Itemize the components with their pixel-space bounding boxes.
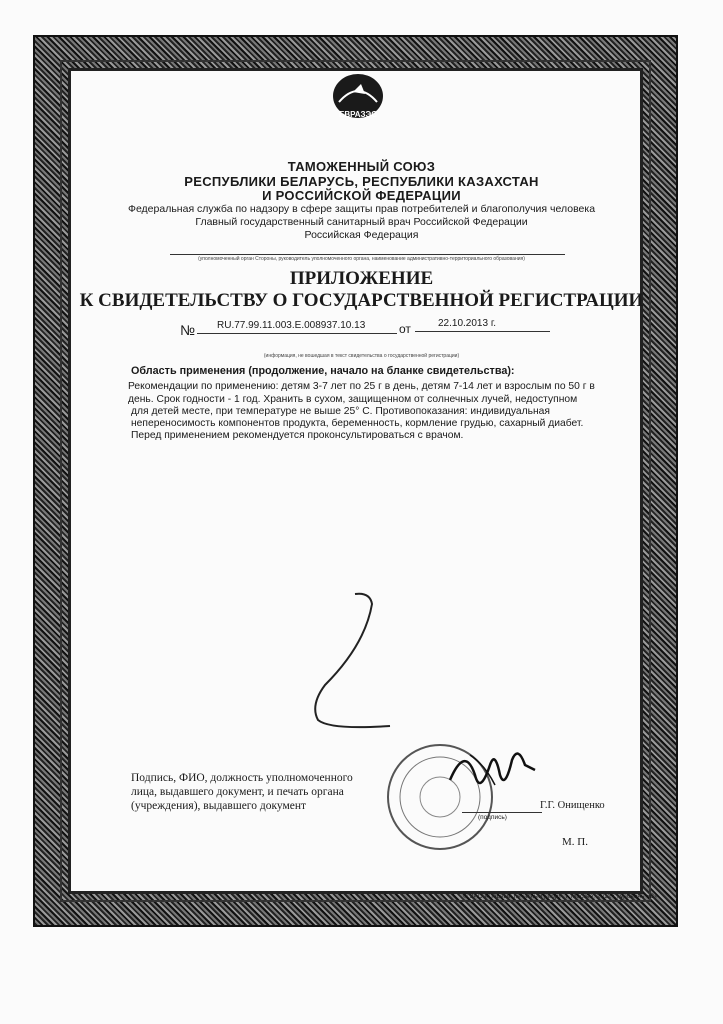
signature-label-3: (учреждения), выдавшего документ: [131, 800, 307, 812]
scope-line-5: Перед применением рекомендуется проконсультироваться с врачом.: [131, 430, 464, 441]
scope-heading: Область применения (продолжение, начало на бланке свидетельства):: [131, 365, 515, 377]
number-label: №: [180, 322, 196, 338]
handwritten-signature: [440, 735, 540, 805]
header-customs-union: ТАМОЖЕННЫЙ СОЮЗ: [287, 159, 436, 174]
date-underline: [415, 331, 550, 332]
signature-label-1: Подпись, ФИО, должность уполномоченного: [131, 772, 353, 784]
header-countries: РЕСПУБЛИКИ БЕЛАРУСЬ, РЕСПУБЛИКИ КАЗАХСТАН: [184, 174, 539, 189]
seal-place-mark: М. П.: [562, 836, 588, 848]
authority-country: Российская Федерация: [304, 229, 419, 241]
title-appendix: ПРИЛОЖЕНИЕ: [289, 268, 434, 289]
printer-credit: © ЗАО «Первый печатный двор», г. Москва, 2012 г., уровень «В»: [463, 893, 658, 900]
authority-title: Главный государственный санитарный врач Российской Федерации: [195, 216, 528, 228]
scope-line-4: непереносимость компонентов продукта, беременность, кормление грудью, сахарный диабет.: [131, 418, 584, 429]
registration-caption: (информация, не вошедшая в текст свидетельства о государственной регистрации): [263, 353, 460, 359]
authority-underline: [170, 254, 565, 255]
sign-caption: (подпись): [478, 814, 507, 821]
title-certificate: К СВИДЕТЕЛЬСТВУ О ГОСУДАРСТВЕННОЙ РЕГИСТРАЦИИ: [79, 290, 644, 311]
z-strike-mark: [300, 590, 410, 740]
registration-date: 22.10.2013 г.: [438, 318, 497, 329]
authority-caption: (уполномоченный орган Стороны, руководитель уполномоченного органа, наименование административно-территориального образования): [198, 256, 525, 262]
header-federation: И РОССИЙСКОЙ ФЕДЕРАЦИИ: [262, 188, 461, 203]
logo-text: ЕВРАЗЭС: [338, 110, 377, 119]
registration-number: RU.77.99.11.003.Е.008937.10.13: [217, 320, 366, 331]
scope-line-2: день. Срок годности - 1 год. Хранить в сухом, защищенном от солнечных лучей, недоступном: [128, 394, 578, 405]
number-underline: [197, 333, 397, 334]
sign-underline: [462, 812, 542, 813]
signatory-name: Г.Г. Онищенко: [540, 800, 605, 811]
authority-name: Федеральная служба по надзору в сфере защиты прав потребителей и благополучия человека: [127, 203, 596, 215]
date-label: от: [399, 322, 411, 336]
signature-label-2: лица, выдавшего документ, и печать органа: [131, 786, 344, 798]
scope-line-3: для детей месте, при температуре не выше 25° С. Противопоказания: индивидуальная: [131, 406, 550, 417]
scope-line-1: Рекомендации по применению: детям 3-7 лет по 25 г в день, детям 7-14 лет и взрослым по 50 г в: [128, 381, 595, 392]
